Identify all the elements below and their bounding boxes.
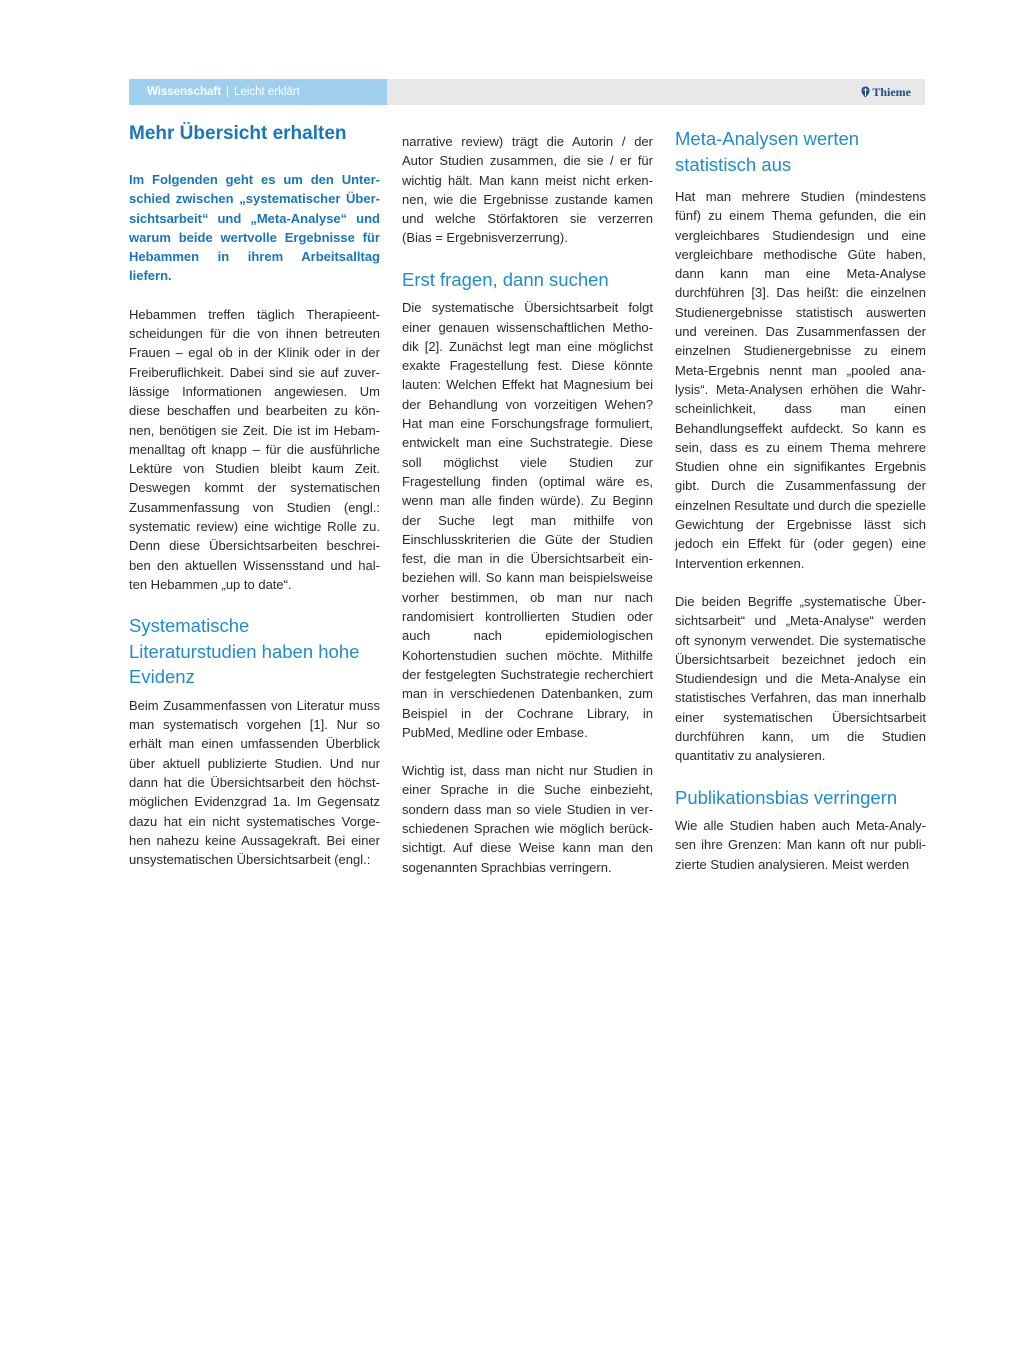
search-paragraph-1: Die systematische Übersichtsarbeit folgt einer genauen wissenschaftlichen Methodik [2]. Zunächst legt man eine möglichst exakte Fragestellung fest. Diese könnte lauten: Welchen Effekt hat Magnesium bei der Behandlung von vorzeitigen Wehen? Hat man eine Forschungsfrage formuliert, entwickelt man eine Suchstrategie. Diese soll möglichst viele Studien zur Fragestellung finden (optimal wäre es, wenn man alle finden würde). Zu Beginn der Suche legt man mithilfe von Einschlusskriterien die Güte der Studien fest, die man in die Übersichtsarbeit einbeziehen will. So kann man beispielsweise vorher bestimmen, ob man nur nach randomisiert kontrollierten Studien oder auch nach epidemiologischen Kohortenstudien suchen möchte. Mithilfe der festgelegten Suchstrategie recherchiert man in verschiedenen Datenbanken, zum Beispiel in der Cochrane Library, in PubMed, Medline oder Embase. <box>402 300 653 740</box>
intro-paragraph: Hebammen treffen täglich Therapieentscheidungen für die von ihnen betreuten Frauen – egal ob in der Klinik oder in der Freiberuflichkeit. Dabei sind sie auf zuverlässige Informationen angewiesen. Um diese beschaffen und bearbeiten zu können, benötigen sie Zeit. Die ist im Hebammenalltag oft knapp – für die ausführliche Lektüre von Studien bleibt kaum Zeit. Deswegen kommt der systematischen Zusammenfassung von Studien (engl.: systematic review) eine wichtige Rolle zu. Denn diese Übersichtsarbeiten beschreiben den aktuellen Wissensstand und halten Hebammen „up to date“. <box>129 306 380 592</box>
article-lead: Im Folgenden geht es um den Unterschied zwischen „systematischer Übersichtsarbeit“ und „Meta-Analyse“ und warum beide wertvolle Ergebnisse für Hebammen in ihrem Arbeitsalltag liefern. <box>129 172 380 284</box>
section-tab <box>129 79 387 105</box>
section-label: Wissenschaft <box>147 86 222 98</box>
column-2 <box>402 132 653 877</box>
subsection-label: Leicht erklärt <box>234 86 300 98</box>
page-header <box>129 79 925 105</box>
evidence-paragraph-continued: narrative review) trägt die Autorin / der Autor Studien zusammen, die sie / er für wichtig hält. Man kann meist nicht erkennen, wie die Ergebnisse zustande kamen und welche Störfaktoren sie verzerren (Bias = Ergebnisverzerrung). <box>402 134 653 246</box>
meta-analysis-paragraph-2: Die beiden Begriffe „systematische Übersichtsarbeit“ und „Meta-Analyse“ werden oft synonym verwendet. Die systematische Übersichtsarbeit bezeichnet jedoch ein Studiendesign und die Meta-Analyse ein statistisches Verfahren, das man innerhalb einer systematischen Übersichtsarbeit durchführen kann, um die Studien quantitativ zu analysieren. <box>675 593 926 764</box>
section-heading-meta-analysis: Meta-Analysen werten statistisch aus <box>675 128 860 175</box>
publication-bias-paragraph: Wie alle Studien haben auch Meta-Analysen ihre Grenzen: Man kann oft nur publizierte Studien analysieren. Meist werden <box>675 818 926 872</box>
section-heading-publication-bias: Publikationsbias verringern <box>675 786 898 808</box>
publisher-brand <box>861 79 911 105</box>
search-paragraph-2: Wichtig ist, dass man nicht nur Studien in einer Sprache in die Suche einbezieht, sondern dass man so viele Studien in verschiedenen Sprachen wie möglich berücksichtigt. Auf diese Weise kann man den sogenannten Sprachbias verringern. <box>402 763 653 875</box>
meta-analysis-paragraph-1: Hat man mehrere Studien (mindestens fünf) zu einem Thema gefunden, die ein vergleichbares Studiendesign und eine vergleichbare methodische Güte haben, dann kann man eine Meta-Analyse durchführen [3]. Das heißt: die einzelnen Studienergebnisse statistisch auswerten und vereinen. Das Zusammenfassen der einzelnen Studienergebnisse zu einem Meta-Ergebnis nennt man „pooled analysis“. Meta-Analysen erhöhen die Wahrscheinlichkeit, dass man einen Behandlungseffekt aufdeckt. So kann es sein, dass es zu einem Thema mehrere Studien ohne ein signifikantes Ergebnis gibt. Durch die Zusammenfassung der einzelnen Resultate und durch die spezielle Gewichtung der Ergebnisse lässt sich jedoch ein Effekt für (oder gegen) eine Intervention erkennen. <box>675 189 926 571</box>
section-heading-evidence: Systematische Literaturstudien haben hohe Evidenz <box>129 615 360 688</box>
column-1 <box>129 122 380 869</box>
section-heading-search: Erst fragen, dann suchen <box>402 268 609 290</box>
thieme-logo-icon <box>861 86 870 98</box>
article-title: Mehr Übersicht erhalten <box>129 123 347 144</box>
section-separator: | <box>226 86 230 98</box>
column-3 <box>675 122 926 874</box>
brand-name: Thieme <box>872 85 911 99</box>
evidence-paragraph: Beim Zusammenfassen von Literatur muss man systematisch vorgehen [1]. Nur so erhält man einen umfassenden Überblick über aktuell publizierte Studien. Und nur dann hat die Übersichtsarbeit den höchstmöglichen Evidenzgrad 1a. Im Gegensatz dazu hat ein nicht systematisches Vorgehen nahezu keine Aussagekraft. Bei einer unsystematischen Übersichtsarbeit (engl.: <box>129 697 380 868</box>
